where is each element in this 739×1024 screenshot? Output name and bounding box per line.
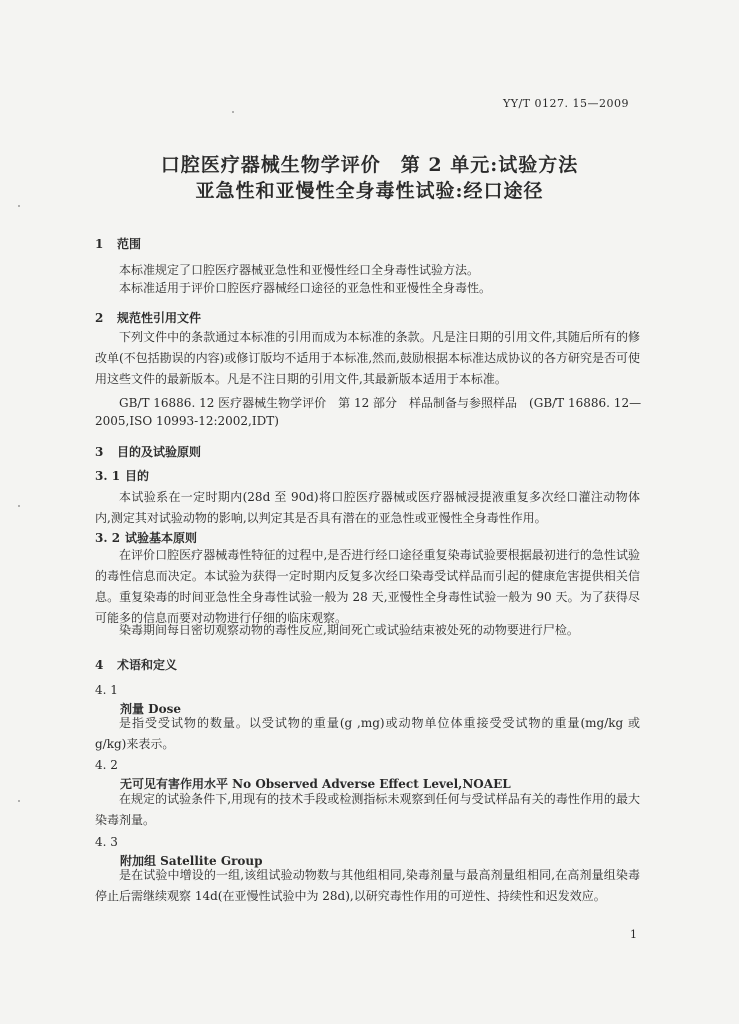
term-number: 4. 2 [95,758,118,772]
subsection-title: 目的 [125,469,150,483]
paragraph: 染毒期间每日密切观察动物的毒性反应,期间死亡或试验结束被处死的动物要进行尸检。 [119,623,579,637]
section-1-heading [95,235,141,252]
paragraph: 下列文件中的条款通过本标准的引用而成为本标准的条款。凡是注日期的引用文件,其随后所有的修改单(不包括勘误的内容)或修订版均不适用于本标准,然而,鼓励根据本标准达成协议的各方研究是否可使用这些文件的最新版本。凡是不注日期的引用文件,其最新版本适用于本标准。 [95,330,640,386]
term-number: 4. 3 [95,835,118,849]
subsection-3-1-heading [95,467,149,484]
scan-speck [232,111,234,113]
section-2-heading [95,309,201,326]
section-number: 1 [95,237,104,251]
section-title: 规范性引用文件 [117,311,202,325]
subsection-number: 3. 2 [95,531,121,545]
term-title: 无可见有害作用水平 No Observed Adverse Effect Level,NOAEL [120,777,511,791]
term-definition: 在规定的试验条件下,用现有的技术手段或检测指标未观察到任何与受试样品有关的毒性作用的最大染毒剂量。 [95,792,640,827]
paragraph: 本标准适用于评价口腔医疗器械经口途径的亚急性和亚慢性全身毒性。 [119,281,492,295]
paragraph: 本标准规定了口腔医疗器械亚急性和亚慢性经口全身毒性试验方法。 [119,263,480,277]
section-number: 2 [95,311,104,325]
title-line-2: 亚急性和亚慢性全身毒性试验:经口途径 [195,180,544,202]
section-title: 范围 [117,237,142,251]
standard-number: YY/T 0127. 15—2009 [502,97,629,110]
term-definition: 是指受受试物的数量。以受试物的重量(g ,mg)或动物单位体重接受受试物的重量(mg/kg 或 g/kg)来表示。 [95,716,640,751]
paragraph: 在评价口腔医疗器械毒性特征的过程中,是否进行经口途径重复染毒试验要根据最初进行的急性试验的毒性信息而决定。本试验为获得一定时期内反复多次经口染毒受试样品而引起的健康危害提供相关信息。重复染毒的时间亚急性全身毒性试验一般为 28 天,亚慢性全身毒性试验一般为 90 天。为了获得尽可能多的信息而要对动物进行仔细的临床观察。 [95,548,640,625]
term-title: 附加组 Satellite Group [120,854,263,868]
scan-speck [18,505,20,507]
scan-speck [18,205,20,207]
section-3-heading [95,443,201,460]
subsection-number: 3. 1 [95,469,121,483]
page-number: 1 [630,928,637,941]
term-number: 4. 1 [95,683,118,697]
section-number: 4 [95,658,104,672]
subsection-3-2-heading [95,529,197,546]
term-definition: 是在试验中增设的一组,该组试验动物数与其他组相同,染毒剂量与最高剂量组相同,在高剂量组染毒停止后需继续观察 14d(在亚慢性试验中为 28d),以研究毒性作用的可逆性、持续性和迟发效应。 [95,868,640,903]
term-title: 剂量 Dose [120,702,181,716]
reference-line: 2005,ISO 10993-12:2002,IDT) [95,414,279,428]
subsection-title: 试验基本原则 [125,531,198,545]
title-line-1: 口腔医疗器械生物学评价 第 2 单元:试验方法 [160,154,579,176]
section-title: 术语和定义 [117,658,178,672]
section-title: 目的及试验原则 [117,445,202,459]
section-4-heading [95,656,177,673]
paragraph: 本试验系在一定时期内(28d 至 90d)将口腔医疗器械或医疗器械浸提液重复多次经口灌注动物体内,测定其对试验动物的影响,以判定其是否具有潜在的亚急性或亚慢性全身毒性作用。 [95,490,640,525]
section-number: 3 [95,445,104,459]
reference-line: GB/T 16886. 12 医疗器械生物学评价 第 12 部分 样品制备与参照样品 (GB/T 16886. 12— [119,396,642,410]
scan-speck [18,800,20,802]
